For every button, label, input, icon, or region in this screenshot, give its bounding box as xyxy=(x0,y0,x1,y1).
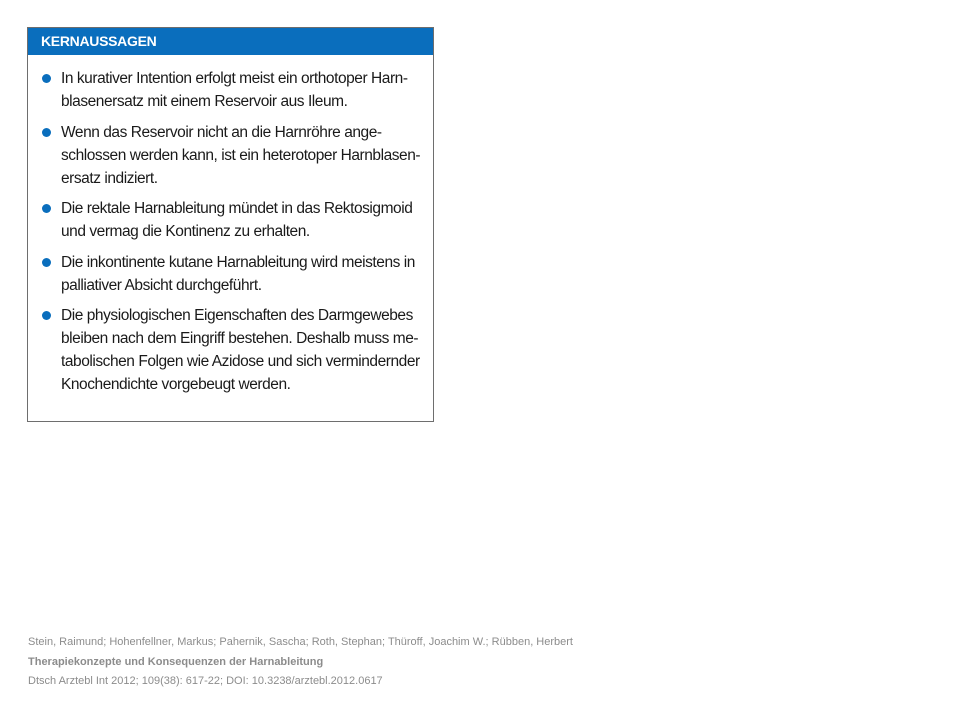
key-messages-box xyxy=(27,27,434,422)
bullet-line: und vermag die Kontinenz zu erhalten. xyxy=(61,223,310,240)
bullet-list xyxy=(28,55,433,396)
bullet-item xyxy=(28,197,433,243)
bullet-item xyxy=(28,251,433,297)
bullet-line: Wenn das Reservoir nicht an die Harnröhre ange- xyxy=(61,123,382,141)
citation-source: Dtsch Arztebl Int 2012; 109(38): 617-22; DOI: 10.3238/arztebl.2012.0617 xyxy=(28,675,383,687)
bullet-line: Die physiologischen Eigenschaften des Darmgewebes xyxy=(61,307,413,324)
bullet-line: Knochendichte vorgebeugt werden. xyxy=(61,376,291,393)
citation xyxy=(28,633,928,692)
bullet-dot-icon xyxy=(42,258,51,267)
bullet-dot-icon xyxy=(42,311,51,320)
bullet-item xyxy=(28,121,433,190)
bullet-line: palliativer Absicht durchgeführt. xyxy=(61,276,262,294)
bullet-line: schlossen werden kann, ist ein heterotoper Harnblasen- xyxy=(61,146,421,164)
bullet-line: Die rektale Harnableitung mündet in das Rektosigmoid xyxy=(61,200,413,217)
bullet-line: bleiben nach dem Eingriff bestehen. Deshalb muss me- xyxy=(61,330,419,347)
bullet-item xyxy=(28,67,433,113)
bullet-dot-icon xyxy=(42,74,51,83)
bullet-line: ersatz indiziert. xyxy=(61,169,158,187)
bullet-line: In kurativer Intention erfolgt meist ein orthotoper Harn- xyxy=(61,70,408,87)
bullet-dot-icon xyxy=(42,128,51,137)
bullet-item xyxy=(28,304,433,396)
bullet-line: blasenersatz mit einem Reservoir aus Ileum. xyxy=(61,93,348,110)
citation-authors: Stein, Raimund; Hohenfellner, Markus; Pahernik, Sascha; Roth, Stephan; Thüroff, Joachim W.; Rübben, Herbert xyxy=(28,636,573,648)
bullet-line: Die inkontinente kutane Harnableitung wird meistens in xyxy=(61,253,415,271)
bullet-dot-icon xyxy=(42,204,51,213)
bullet-line: tabolischen Folgen wie Azidose und sich vermindernder xyxy=(61,353,420,370)
box-header xyxy=(28,28,433,55)
box-title: KERNAUSSAGEN xyxy=(41,33,157,49)
citation-title: Therapiekonzepte und Konsequenzen der Harnableitung xyxy=(28,655,324,668)
